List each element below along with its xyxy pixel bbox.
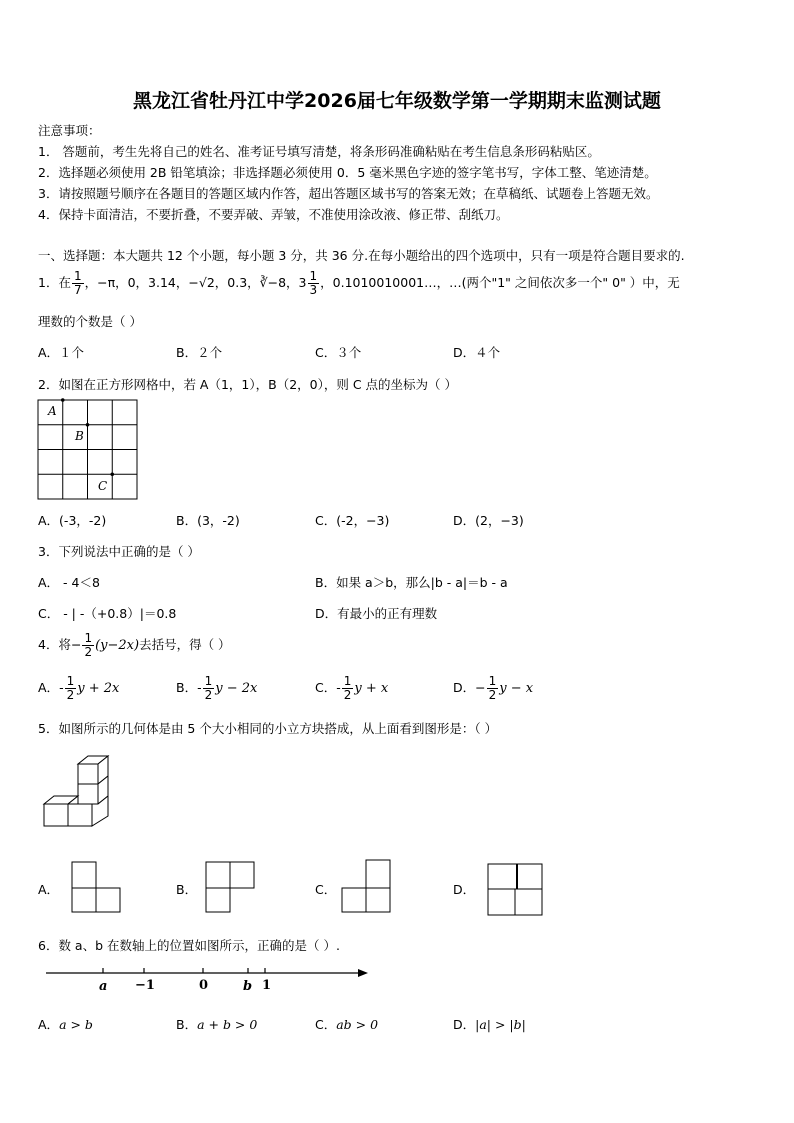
fraction: $\frac{1}{3}$ — [309, 269, 318, 297]
option-b: B．- $\frac{1}{2}$ y − 2x — [176, 674, 258, 702]
option-d: D．４个 — [453, 345, 501, 360]
option-a: A．a > b — [38, 1017, 93, 1032]
label-b: B — [75, 429, 84, 443]
option-d: D．有最小的正有理数 — [315, 606, 438, 621]
question-4 — [38, 632, 231, 659]
axis-label-a: a — [99, 979, 108, 994]
point-c — [110, 472, 114, 476]
option-b-figure — [204, 860, 258, 916]
axis-label-one: 1 — [262, 978, 272, 993]
option-d: D．− $\frac{1}{2}$ y − x — [453, 674, 534, 702]
option-c-figure — [340, 858, 394, 916]
grid-figure — [36, 398, 140, 502]
question-6: 6．数 a、b 在数轴上的位置如图所示，正确的是（ ）. — [38, 938, 340, 953]
question-5: 5．如图所示的几何体是由 5 个大小相同的小立方块搭成，从上面看到图形是：（ ） — [38, 721, 498, 736]
axis-label-zero: 0 — [199, 978, 209, 993]
fraction: $\frac{1}{7}$ — [73, 269, 82, 297]
notice-heading: 注意事项： — [38, 123, 101, 138]
q1-number: 1．在 — [38, 275, 71, 290]
notice-item: 3．请按照题号顺序在各题目的答题区域内作答，超出答题区域书写的答案无效；在草稿纸、试题卷上答题无效。 — [38, 186, 659, 201]
label-c: C — [98, 479, 108, 493]
option-c: C．３个 — [315, 345, 362, 360]
label-a: A — [48, 404, 57, 418]
notice-item: 2．选择题必须使用 2B 铅笔填涂；非选择题必须使用 0．5 毫米黑色字迹的签字笔书写，字体工整、笔迹清楚。 — [38, 165, 657, 180]
option-a: A．- $\frac{1}{2}$ y + 2x — [38, 674, 120, 702]
q1-numbers-tail: ，0.1010010001…，…(两个"1" 之间依次多一个" 0" ）中，无 — [320, 275, 680, 290]
option-b: B．２个 — [176, 345, 223, 360]
option-b: B．a + b > 0 — [176, 1017, 258, 1032]
axis-label-minus-one: −1 — [135, 978, 155, 993]
option-d: D．(2，−3) — [453, 513, 524, 528]
option-d: D． — [453, 882, 476, 897]
option-c: C． - | -（+0.8）|＝0.8 — [38, 606, 177, 621]
q4-expression: (y−2x) — [95, 638, 140, 653]
option-c: C．(-2，−3) — [315, 513, 390, 528]
option-d-figure — [486, 862, 546, 918]
q4-tail: 去括号，得（ ） — [139, 637, 231, 652]
axis-label-b: b — [243, 979, 253, 994]
question-1 — [38, 270, 680, 297]
question-3: 3．下列说法中正确的是（ ） — [38, 544, 200, 559]
q1-numbers: ，−π，0，3.14，−√2，0.3，∛−8，3 — [84, 275, 307, 290]
question-1-line2: 理数的个数是（ ） — [38, 314, 142, 329]
point-a — [61, 398, 65, 402]
option-b: B．如果 a＞b，那么|b - a|＝b - a — [315, 575, 508, 590]
notice-item: 4．保持卡面清洁，不要折叠，不要弄破、弄皱，不准使用涂改液、修正带、刮纸刀。 — [38, 207, 509, 222]
option-b: B．(3，-2) — [176, 513, 240, 528]
number-line — [40, 962, 380, 996]
question-2: 2．如图在正方形网格中，若 A（1，1），B（2，0），则 C 点的坐标为（ ） — [38, 377, 458, 392]
option-d: D．|a| > |b| — [453, 1017, 526, 1032]
option-b: B． — [176, 882, 198, 897]
option-c: C． — [315, 882, 337, 897]
notice-item: 1． 答题前，考生先将自己的姓名、准考证号填写清楚，将条形码准确粘贴在考生信息条形码粘贴区。 — [38, 144, 600, 159]
option-a: A．１个 — [38, 345, 85, 360]
option-c: C．ab > 0 — [315, 1017, 379, 1032]
section-heading: 一、选择题：本大题共 12 个小题，每小题 3 分，共 36 分.在每小题给出的四个选项中，只有一项是符合题目要求的. — [38, 248, 685, 263]
cube-solid-figure — [40, 752, 112, 830]
option-a-figure — [70, 860, 124, 916]
option-a: A． - 4＜8 — [38, 575, 100, 590]
page-title: 黑龙江省牡丹江中学2026届七年级数学第一学期期末监测试题 — [133, 90, 661, 112]
option-c: C．- $\frac{1}{2}$ y + x — [315, 674, 389, 702]
point-b — [86, 423, 90, 427]
option-a: A． — [38, 882, 60, 897]
option-a: A．(-3，-2) — [38, 513, 107, 528]
q4-number: 4．将− — [38, 637, 82, 652]
fraction: $\frac{1}{2}$ — [84, 631, 93, 659]
